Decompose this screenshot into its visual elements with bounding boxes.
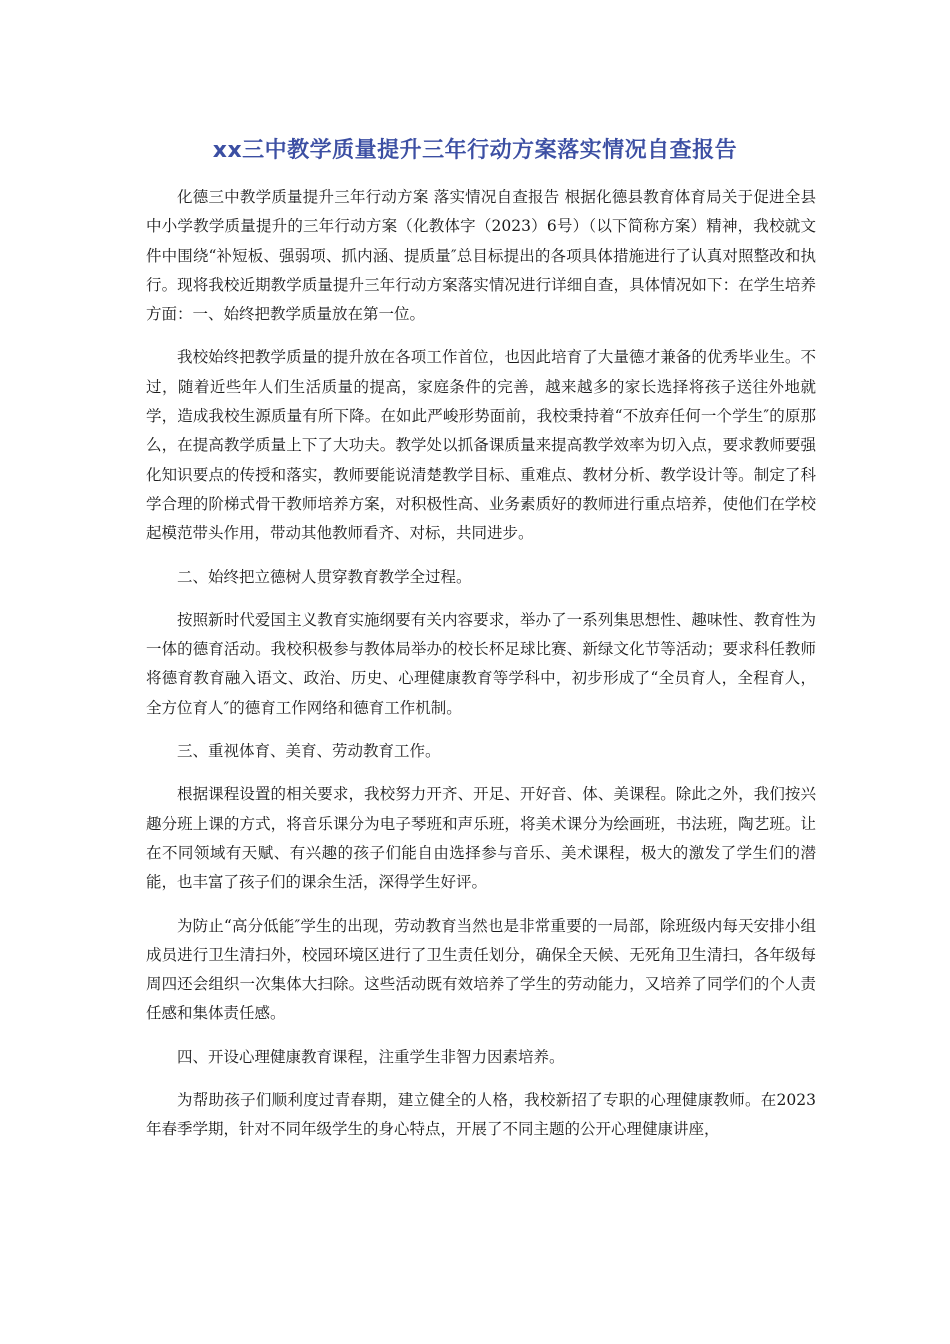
paragraph: 按照新时代爱国主义教育实施纲要有关内容要求，举办了一系列集思想性、趣味性、教育性为一体的德育活动。我校积极参与教体局举办的校长杯足球比赛、新绿文化节等活动；要求科任教师将德育教育融入语文、政治、历史、心理健康教育等学科中，初步形成了“全员育人，全程育人，全方位育人″的德育工作网络和德育工作机制。: [146, 610, 816, 717]
section-heading: 四、开设心理健康教育课程，注重学生非智力因素培养。: [177, 1047, 565, 1066]
paragraph: 根据课程设置的相关要求，我校努力开齐、开足、开好音、体、美课程。除此之外，我们按兴趣分班上课的方式，将音乐课分为电子琴班和声乐班，将美术课分为绘画班，书法班，陶艺班。让在不同领域有天赋、有兴趣的孩子们能自由选择参与音乐、美术课程，极大的激发了学生们的潜能，也丰富了孩子们的课余生活，深得学生好评。: [146, 785, 816, 892]
document-body: [146, 183, 816, 1159]
document-title: xx三中教学质量提升三年行动方案落实情况自查报告: [212, 138, 738, 163]
paragraph: 为帮助孩子们顺利度过青春期，建立健全的人格，我校新招了专职的心理健康教师。在2023年春季学期，针对不同年级学生的身心特点，开展了不同主题的公开心理健康讲座，: [146, 1091, 816, 1139]
paragraph: 我校始终把教学质量的提升放在各项工作首位，也因此培育了大量德才兼备的优秀毕业生。不过，随着近些年人们生活质量的提高，家庭条件的完善，越来越多的家长选择将孩子送往外地就学，造成我校生源质量有所下降。在如此严峻形势面前，我校秉持着“不放弃任何一个学生″的原那么，在提高教学质量上下了大功夫。教学处以抓备课质量来提高教学效率为切入点，要求教师要强化知识要点的传授和落实，教师要能说清楚教学目标、重难点、教材分析、教学设计等。制定了科学合理的阶梯式骨干教师培养方案，对积极性高、业务素质好的教师进行重点培养，使他们在学校起模范带头作用，带动其他教师看齐、对标，共同进步。: [146, 348, 816, 543]
paragraph: 化德三中教学质量提升三年行动方案 落实情况自查报告 根据化德县教育体育局关于促进全县中小学教学质量提升的三年行动方案（化教体字（2023）6号）（以下简称方案）精神，我校就文件中围绕“补短板、强弱项、抓内涵、提质量″总目标提出的各项具体措施进行了认真对照整改和执行。现将我校近期教学质量提升三年行动方案落实情况进行详细自查，具体情况如下：在学生培养方面：一、始终把教学质量放在第一位。: [146, 188, 816, 324]
paragraph: 为防止“高分低能″学生的出现，劳动教育当然也是非常重要的一局部，除班级内每天安排小组成员进行卫生清扫外，校园环境区进行了卫生责任划分，确保全天候、无死角卫生清扫，各年级每周四还会组织一次集体大扫除。这些活动既有效培养了学生的劳动能力，又培养了同学们的个人责任感和集体责任感。: [146, 916, 816, 1023]
section-heading: 三、重视体育、美育、劳动教育工作。: [177, 742, 441, 761]
section-heading: 二、始终把立德树人贯穿教育教学全过程。: [177, 567, 472, 586]
